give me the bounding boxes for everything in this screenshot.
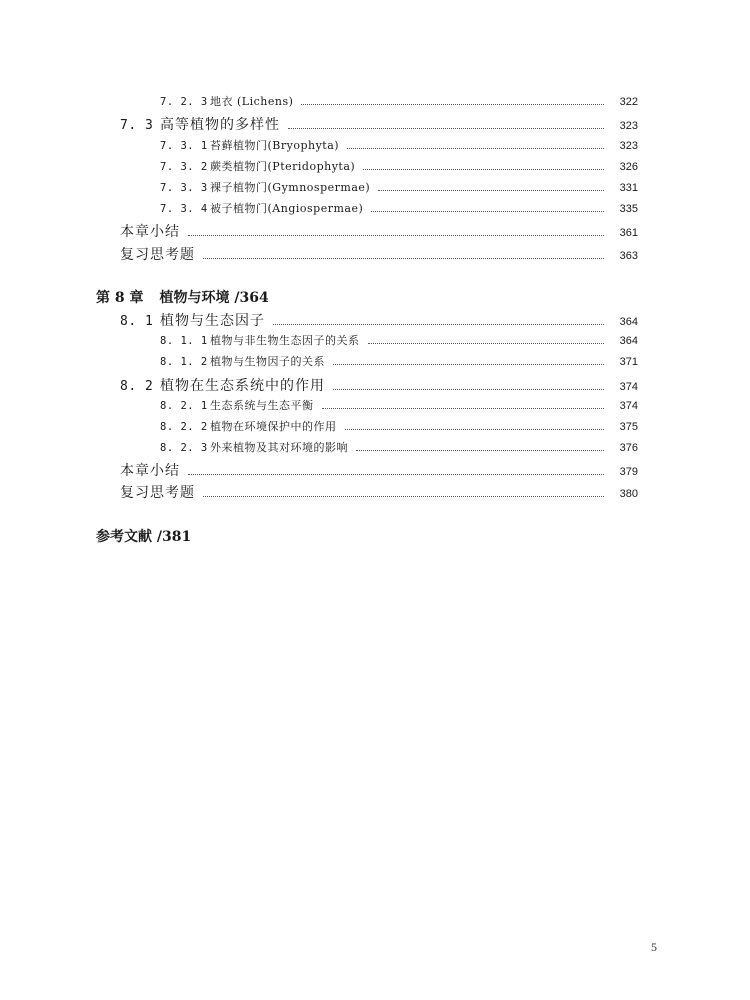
toc-entry-ch8-summary[interactable] (120, 460, 638, 478)
section-title: 被子植物门(Angiospermae) (210, 202, 364, 215)
section-title: 蕨类植物门(Pteridophyta) (210, 160, 356, 173)
section-page: 379 (619, 466, 638, 478)
section-title: 植物与生态因子 (160, 313, 265, 329)
section-title: 苔藓植物门(Bryophyta) (210, 139, 340, 152)
dot-leader (333, 364, 604, 365)
dot-leader (322, 408, 605, 409)
section-page: 335 (619, 203, 638, 215)
dot-leader (378, 190, 604, 191)
section-page: 326 (619, 161, 638, 173)
toc-entry-8-1-1[interactable] (160, 332, 638, 348)
toc-entry-8-1[interactable] (120, 310, 638, 328)
section-number: 8. 2. 1 (160, 400, 208, 412)
dot-leader (273, 324, 604, 325)
section-number: 8. 1. 1 (160, 335, 208, 347)
toc-entry-8-2-1[interactable] (160, 397, 638, 413)
toc-entry-7-2-3[interactable] (160, 93, 638, 109)
chapter-8-heading[interactable] (96, 287, 269, 307)
dot-leader (371, 211, 604, 212)
dot-leader (333, 389, 604, 390)
dot-leader (363, 169, 604, 170)
section-number: 7. 3. 1 (160, 140, 208, 152)
toc-entry-7-3-3[interactable] (160, 179, 638, 195)
section-page: 371 (619, 356, 638, 368)
toc-entry-7-3-4[interactable] (160, 200, 638, 216)
dot-leader (368, 343, 605, 344)
section-page: 322 (619, 96, 638, 108)
section-page: 376 (619, 442, 638, 454)
section-number: 8. 2. 3 (160, 442, 208, 454)
toc-entry-8-1-2[interactable] (160, 353, 638, 369)
section-title: 裸子植物门(Gymnospermae) (210, 181, 371, 194)
toc-entry-ch7-summary[interactable] (120, 221, 638, 239)
section-page: 380 (619, 488, 638, 500)
section-number: 8. 1. 2 (160, 356, 208, 368)
toc-entry-7-3-2[interactable] (160, 158, 638, 174)
section-number: 7. 3 (120, 118, 154, 133)
references-heading[interactable] (96, 526, 191, 546)
dot-leader (188, 474, 604, 475)
section-title: 植物与非生物生态因子的关系 (210, 334, 360, 347)
section-title: 生态系统与生态平衡 (210, 399, 314, 412)
section-title: 高等植物的多样性 (160, 117, 280, 133)
section-title: 本章小结 (120, 224, 180, 240)
toc-entry-ch8-review-questions[interactable] (120, 482, 638, 500)
toc-entry-ch7-review-questions[interactable] (120, 244, 638, 262)
section-page: 323 (619, 140, 638, 152)
section-page: 375 (619, 421, 638, 433)
toc-entry-7-3-1[interactable] (160, 137, 638, 153)
section-number: 7. 3. 4 (160, 203, 208, 215)
dot-leader (203, 258, 604, 259)
section-title: 植物在环境保护中的作用 (210, 420, 337, 433)
section-title: 本章小结 (120, 463, 180, 479)
section-page: 331 (619, 182, 638, 194)
section-number: 7. 3. 3 (160, 182, 208, 194)
section-number: 8. 2. 2 (160, 421, 208, 433)
section-page: 361 (619, 227, 638, 239)
section-page: 364 (619, 335, 638, 347)
toc-entry-7-3[interactable] (120, 114, 638, 132)
dot-leader (188, 235, 604, 236)
toc-entry-8-2-2[interactable] (160, 418, 638, 434)
section-page: 364 (619, 316, 638, 328)
dot-leader (203, 496, 604, 497)
section-page: 323 (619, 120, 638, 132)
dot-leader (356, 450, 604, 451)
section-number: 8. 2 (120, 379, 154, 394)
page-number: 5 (651, 940, 657, 954)
dot-leader (345, 429, 605, 430)
dot-leader (288, 128, 604, 129)
chapter-title: 植物与环境 /364 (159, 290, 269, 306)
chapter-label: 第 8 章 (96, 290, 144, 306)
toc-entry-8-2-3[interactable] (160, 439, 638, 455)
section-number: 7. 3. 2 (160, 161, 208, 173)
section-title: 外来植物及其对环境的影响 (210, 441, 348, 454)
section-title: 复习思考题 (120, 247, 195, 263)
references-title: 参考文献 /381 (96, 529, 192, 545)
section-title: 植物与生物因子的关系 (210, 355, 325, 368)
section-page: 363 (619, 250, 638, 262)
section-page: 374 (619, 400, 638, 412)
section-number: 8. 1 (120, 314, 154, 329)
section-title: 复习思考题 (120, 485, 195, 501)
section-page: 374 (619, 381, 638, 393)
section-title: 地衣 (Lichens) (210, 95, 294, 108)
section-number: 7. 2. 3 (160, 96, 208, 108)
section-title: 植物在生态系统中的作用 (160, 378, 325, 394)
dot-leader (301, 104, 604, 105)
toc-entry-8-2[interactable] (120, 375, 638, 393)
dot-leader (347, 148, 604, 149)
